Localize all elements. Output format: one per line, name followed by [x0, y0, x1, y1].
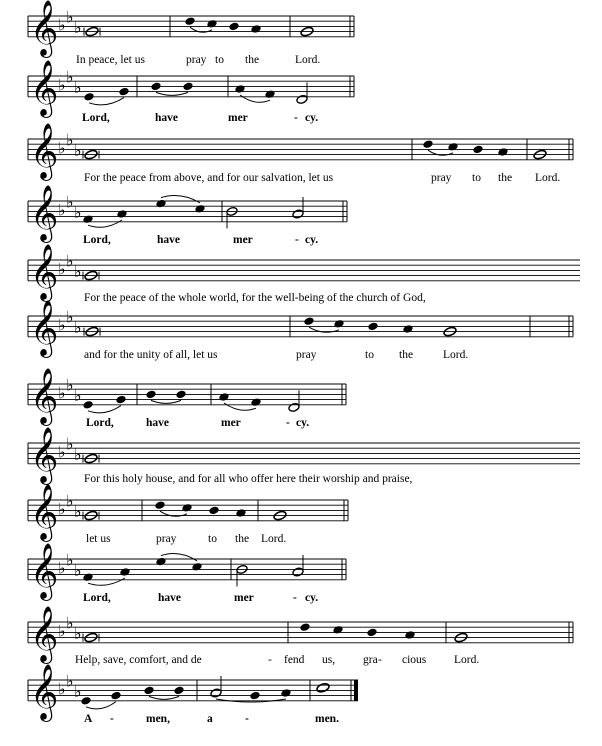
treble-clef-icon: 𝄞 — [30, 367, 59, 424]
lyric-syllable: pray — [431, 172, 452, 184]
quarter-note — [155, 199, 166, 209]
quarter-note — [402, 324, 413, 334]
slur — [149, 696, 179, 699]
lyric-syllable: - — [378, 654, 382, 666]
quarter-note — [115, 395, 126, 405]
quarter-note — [175, 390, 186, 400]
slur — [89, 98, 124, 105]
lyric-syllable: Lord. — [443, 349, 469, 361]
half-note — [292, 567, 304, 577]
quarter-note — [472, 145, 483, 155]
quarter-note — [404, 630, 415, 640]
slur — [161, 196, 200, 203]
quarter-note — [234, 84, 245, 94]
lyric-syllable: - — [295, 234, 299, 246]
flat-sign-icon: ♭ — [58, 442, 66, 462]
flat-sign-icon: ♭ — [58, 383, 66, 403]
lyric-syllable: Lord, — [83, 234, 111, 246]
quarter-note — [228, 22, 239, 32]
slur — [151, 400, 181, 403]
lyric-syllable: cy. — [305, 112, 319, 124]
flat-sign-icon: ♭ — [74, 318, 82, 337]
lyric-syllable: For the peace from above, and for our salvation, let us — [84, 172, 334, 184]
flat-sign-icon: ♭ — [74, 624, 82, 643]
slur — [156, 92, 188, 95]
quarter-note — [333, 319, 344, 329]
quarter-note — [447, 142, 458, 152]
quarter-note — [422, 139, 433, 149]
quarter-note — [366, 628, 377, 638]
flat-sign-icon: ♭ — [66, 671, 74, 691]
flat-sign-icon: ♭ — [74, 203, 82, 222]
lyric-syllable: the — [498, 172, 513, 184]
flat-sign-icon: ♭ — [74, 502, 82, 521]
treble-clef-icon: 𝄞 — [30, 483, 59, 540]
quarter-note — [116, 209, 127, 219]
lyric-syllable: have — [158, 592, 181, 604]
quarter-note — [194, 204, 205, 214]
flat-sign-icon: ♭ — [58, 200, 66, 220]
lyric-syllable: cy. — [305, 234, 319, 246]
lyric-syllable: Lord, — [83, 592, 111, 604]
lyric-syllable: Lord, — [82, 112, 110, 124]
flat-sign-icon: ♭ — [74, 262, 82, 281]
quarter-note — [118, 87, 129, 97]
lyric-syllable: to — [472, 172, 481, 184]
quarter-note — [332, 625, 343, 635]
flat-sign-icon: ♭ — [58, 315, 66, 335]
flat-sign-icon: ♭ — [66, 67, 74, 87]
quarter-note — [367, 322, 378, 332]
treble-clef-icon: 𝄞 — [30, 663, 59, 720]
lyric-syllable: pray — [186, 54, 207, 66]
lyric-syllable: pray — [156, 533, 177, 545]
quarter-note — [143, 686, 154, 696]
lyric-syllable: the — [399, 349, 414, 361]
flat-sign-icon: ♭ — [66, 375, 74, 395]
lyric-syllable: Lord. — [535, 172, 561, 184]
quarter-note — [208, 506, 219, 516]
quarter-note — [249, 691, 260, 701]
quarter-note — [280, 688, 291, 698]
flat-sign-icon: ♭ — [58, 679, 66, 699]
lyric-syllable: Lord, — [86, 417, 114, 429]
quarter-note — [497, 147, 508, 157]
treble-clef-icon: 𝄞 — [30, 0, 59, 56]
lyric-syllable: Lord. — [454, 654, 480, 666]
slur — [88, 406, 121, 413]
lyric-syllable: and for the unity of all, let us — [84, 349, 218, 361]
treble-clef-icon: 𝄞 — [30, 243, 59, 300]
quarter-note — [299, 622, 310, 632]
flat-sign-icon: ♭ — [66, 613, 74, 633]
flat-sign-icon: ♭ — [66, 307, 74, 327]
flat-sign-icon: ♭ — [74, 682, 82, 701]
treble-clef-icon: 𝄞 — [30, 605, 59, 662]
flat-sign-icon: ♭ — [74, 18, 82, 37]
lyric-syllable: to — [208, 533, 217, 545]
lyric-syllable: to — [215, 54, 224, 66]
lyric-syllable: mer — [221, 417, 241, 429]
quarter-note — [110, 691, 121, 701]
lyric-syllable: mer — [234, 592, 254, 604]
lyric-syllable: cy. — [296, 417, 310, 429]
slur — [86, 702, 116, 709]
lyric-syllable: men, — [146, 713, 170, 725]
lyric-syllable: have — [157, 234, 180, 246]
treble-clef-icon: 𝄞 — [30, 426, 59, 483]
quarter-note — [264, 89, 275, 99]
quarter-note — [80, 696, 91, 706]
lyric-syllable: have — [146, 417, 169, 429]
flat-sign-icon: ♭ — [66, 491, 74, 511]
lyric-syllable: have — [155, 112, 178, 124]
lyric-syllable: Lord. — [261, 533, 287, 545]
flat-sign-icon: ♭ — [74, 445, 82, 464]
flat-sign-icon: ♭ — [66, 434, 74, 454]
quarter-note — [82, 400, 93, 410]
flat-sign-icon: ♭ — [58, 621, 66, 641]
lyric-syllable: Help, save, comfort, and de — [75, 654, 202, 666]
half-note — [292, 209, 304, 219]
treble-clef-icon: 𝄞 — [30, 122, 59, 179]
quarter-note — [206, 19, 217, 29]
whole-note — [316, 682, 330, 693]
half-note — [288, 402, 300, 412]
quarter-note — [150, 82, 161, 92]
lyric-syllable: fend — [284, 654, 305, 666]
lyric-syllable: For this holy house, and for all who offer here their worship and praise, — [84, 473, 413, 485]
lyric-syllable: Lord. — [295, 54, 321, 66]
lyric-syllable: A — [84, 713, 93, 725]
lyric-syllable: to — [365, 349, 374, 361]
slur — [161, 554, 197, 561]
final-barline-thick — [354, 680, 358, 701]
flat-sign-icon: ♭ — [66, 7, 74, 27]
quarter-note — [182, 82, 193, 92]
quarter-note — [191, 562, 202, 572]
quarter-note — [250, 24, 261, 34]
flat-sign-icon: ♭ — [66, 130, 74, 150]
lyric-syllable: - — [286, 417, 290, 429]
slur — [88, 220, 122, 227]
flat-sign-icon: ♭ — [66, 550, 74, 570]
lyric-syllable: - — [110, 713, 114, 725]
quarter-note — [218, 392, 229, 402]
quarter-note — [145, 390, 156, 400]
flat-sign-icon: ♭ — [66, 251, 74, 271]
quarter-note — [235, 508, 246, 518]
quarter-note — [303, 316, 314, 326]
lyric-syllable: - — [245, 713, 249, 725]
flat-sign-icon: ♭ — [58, 138, 66, 158]
quarter-note — [82, 572, 93, 582]
quarter-note — [184, 16, 195, 26]
quarter-note — [83, 92, 94, 102]
lyric-syllable: - — [294, 112, 298, 124]
lyric-syllable: - — [268, 654, 272, 666]
flat-sign-icon: ♭ — [74, 386, 82, 405]
half-note — [296, 94, 308, 104]
flat-sign-icon: ♭ — [58, 75, 66, 95]
lyric-syllable: gra — [363, 654, 378, 666]
slur — [224, 403, 256, 410]
lyric-syllable: let us — [86, 533, 111, 545]
lyric-syllable: cious — [402, 654, 427, 666]
quarter-note — [119, 567, 130, 577]
lyric-syllable: the — [235, 533, 250, 545]
half-note — [210, 688, 222, 698]
lyric-syllable: men. — [315, 713, 339, 725]
lyric-syllable: mer — [233, 234, 253, 246]
slur — [240, 95, 270, 102]
quarter-note — [154, 500, 165, 510]
treble-clef-icon: 𝄞 — [30, 542, 59, 599]
flat-sign-icon: ♭ — [74, 561, 82, 580]
lyric-syllable: - — [293, 592, 297, 604]
lyric-syllable: a — [207, 713, 213, 725]
lyric-syllable: mer — [228, 112, 248, 124]
lyric-syllable: cy. — [305, 592, 319, 604]
quarter-note — [173, 686, 184, 696]
quarter-note — [82, 214, 93, 224]
quarter-note — [155, 557, 166, 567]
slur — [88, 578, 125, 585]
flat-sign-icon: ♭ — [74, 78, 82, 97]
lyric-syllable: us, — [322, 654, 336, 666]
treble-clef-icon: 𝄞 — [30, 59, 59, 116]
quarter-note — [250, 397, 261, 407]
quarter-note — [181, 503, 192, 513]
treble-clef-icon: 𝄞 — [30, 184, 59, 241]
lyric-syllable: pray — [296, 349, 317, 361]
flat-sign-icon: ♭ — [58, 558, 66, 578]
treble-clef-icon: 𝄞 — [30, 299, 59, 356]
flat-sign-icon: ♭ — [66, 192, 74, 212]
lyric-syllable: In peace, let us — [76, 54, 145, 66]
lyric-syllable: the — [245, 54, 260, 66]
flat-sign-icon: ♭ — [58, 259, 66, 279]
flat-sign-icon: ♭ — [74, 141, 82, 160]
flat-sign-icon: ♭ — [58, 499, 66, 519]
flat-sign-icon: ♭ — [58, 15, 66, 35]
lyric-syllable: For the peace of the whole world, for the well-being of the church of God, — [84, 292, 426, 304]
